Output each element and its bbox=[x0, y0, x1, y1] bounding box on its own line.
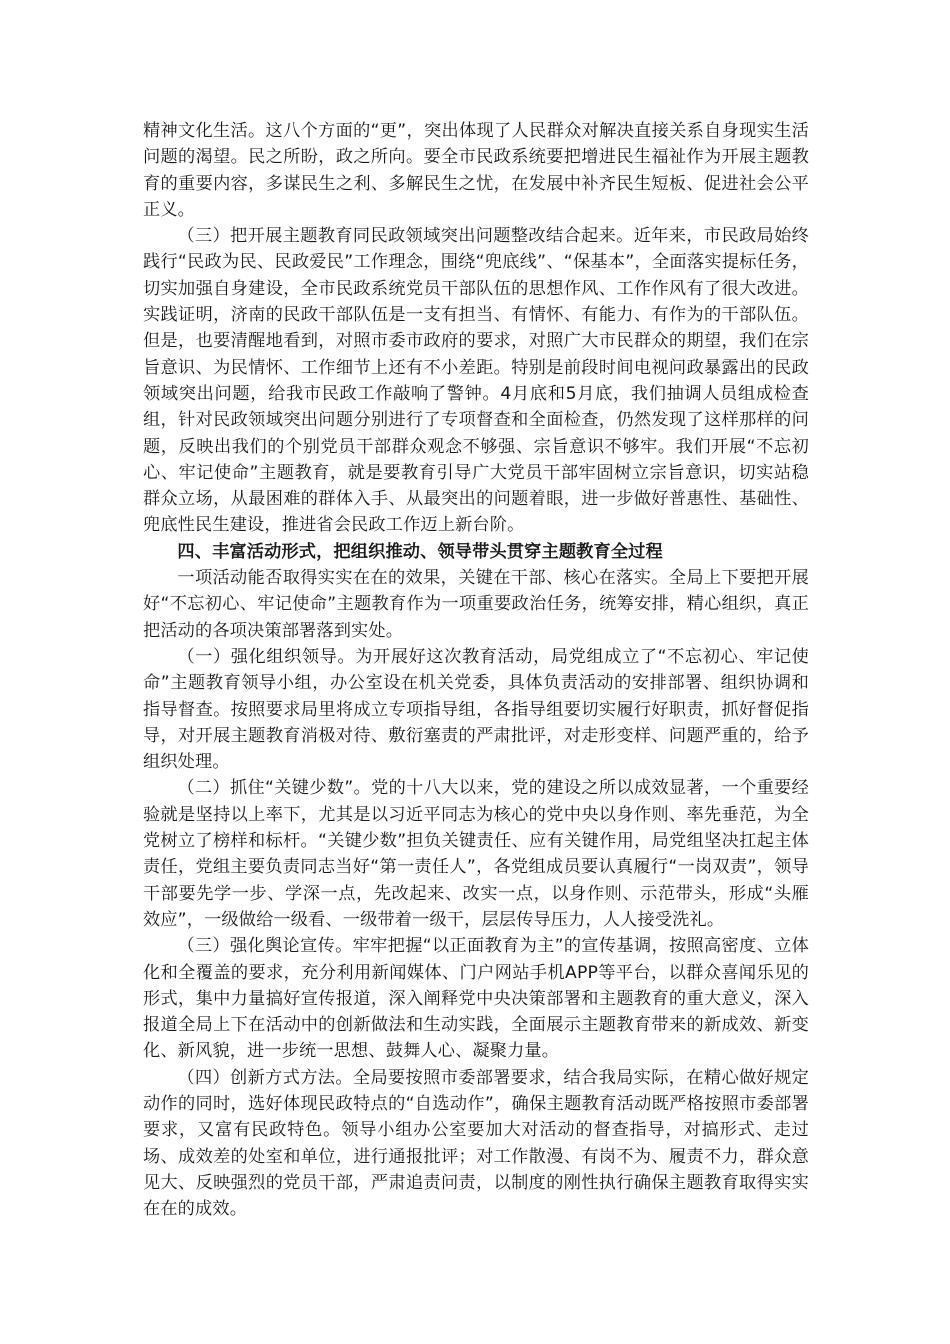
paragraph-rectification: （三）把开展主题教育同民政领域突出问题整改结合起来。近年来，市民政局始终践行“民政为民、民政爱民”工作理念，围绕“兜底线”、“保基本”，全面落实提标任务，切实加强自身建设，全市民政系统党员干部队伍的思想作风、工作作风有了很大改进。实践证明，济南的民政干部队伍是一支有担当、有情怀、有能力、有作为的干部队伍。但是，也要清醒地看到，对照市委市政府的要求，对照广大市民群众的期望，我们在宗旨意识、为民情怀、工作细节上还有不小差距。特别是前段时间电视问政暴露出的民政领域突出问题，给我市民政工作敲响了警钟。4月底和5月底，我们抽调人员组成检查组，针对民政领域突出问题分别进行了专项督查和全面检查，仍然发现了这样那样的问题，反映出我们的个别党员干部群众观念不够强、宗旨意识不够牢。我们开展“不忘初心、牢记使命”主题教育，就是要教育引导广大党员干部牢固树立宗旨意识，切实站稳群众立场，从最困难的群体入手、从最突出的问题着眼，进一步做好普惠性、基础性、兜底性民生建设，推进省会民政工作迈上新台阶。 bbox=[143, 226, 809, 536]
paragraph-innovation: （四）创新方式方法。全局要按照市委部署要求，结合我局实际，在精心做好规定动作的同时，选好体现民政特点的“自选动作”，确保主题教育活动既严格按照市委部署要求，又富有民政特色。领导小组办公室要加大对活动的督查指导，对搞形式、走过场、成效差的处室和单位，进行通报批评；对工作散漫、有岗不为、履责不力，群众意见大、反映强烈的党员干部，严肃追责问责，以制度的刚性执行确保主题教育取得实实在在的成效。 bbox=[143, 1067, 809, 1220]
paragraph-organization: （一）强化组织领导。为开展好这次教育活动，局党组成立了“不忘初心、牢记使命”主题教育领导小组，办公室设在机关党委，具体负责活动的安排部署、组织协调和指导督查。按照要求局里将成立专项指导组，各指导组要切实履行好职责，抓好督促指导，对开展主题教育消极对待、敷衍塞责的严肃批评，对走形变样、问题严重的，给予组织处理。 bbox=[143, 646, 809, 773]
paragraph-continuation: 精神文化生活。这八个方面的“更”，突出体现了人民群众对解决直接关系自身现实生活问题的渴望。民之所盼，政之所向。要全市民政系统要把增进民生福祉作为开展主题教育的重要内容，多谋民生之利、多解民生之忧，在发展中补齐民生短板、促进社会公平正义。 bbox=[143, 121, 809, 220]
paragraph-section-intro: 一项活动能否取得实实在在的效果，关键在干部、核心在落实。全局上下要把开展好“不忘初心、牢记使命”主题教育作为一项重要政治任务，统筹安排，精心组织，真正把活动的各项决策部署落到实处。 bbox=[143, 568, 809, 641]
document-page bbox=[143, 118, 809, 1222]
paragraph-publicity: （三）强化舆论宣传。牢牢把握“以正面教育为主”的宣传基调，按照高密度、立体化和全覆盖的要求，充分利用新闻媒体、门户网站手机APP等平台，以群众喜闻乐见的形式，集中力量搞好宣传报道，深入阐释党中央决策部署和主题教育的重大意义，深入报道全局上下在活动中的创新做法和生动实践，全面展示主题教育带来的新成效、新变化、新风貌，进一步统一思想、鼓舞人心、凝聚力量。 bbox=[143, 936, 809, 1062]
paragraph-key-minority: （二）抓住“关键少数”。党的十八大以来，党的建设之所以成效显著，一个重要经验就是坚持以上率下，尤其是以习近平同志为核心的党中央以身作则、率先垂范，为全党树立了榜样和标杆。“关键少数”担负关键责任、应有关键作用，局党组坚决扛起主体责任，党组主要负责同志当好“第一责任人”，各党组成员要认真履行“一岗双责”，领导干部要先学一步、学深一点，先改起来、改实一点，以身作则、示范带头，形成“头雁效应”，一级做给一级看、一级带着一级干，层层传导压力，人人接受洗礼。 bbox=[143, 778, 809, 930]
section-heading-four: 四、丰富活动形式，把组织推动、领导带头贯穿主题教育全过程 bbox=[177, 541, 663, 562]
